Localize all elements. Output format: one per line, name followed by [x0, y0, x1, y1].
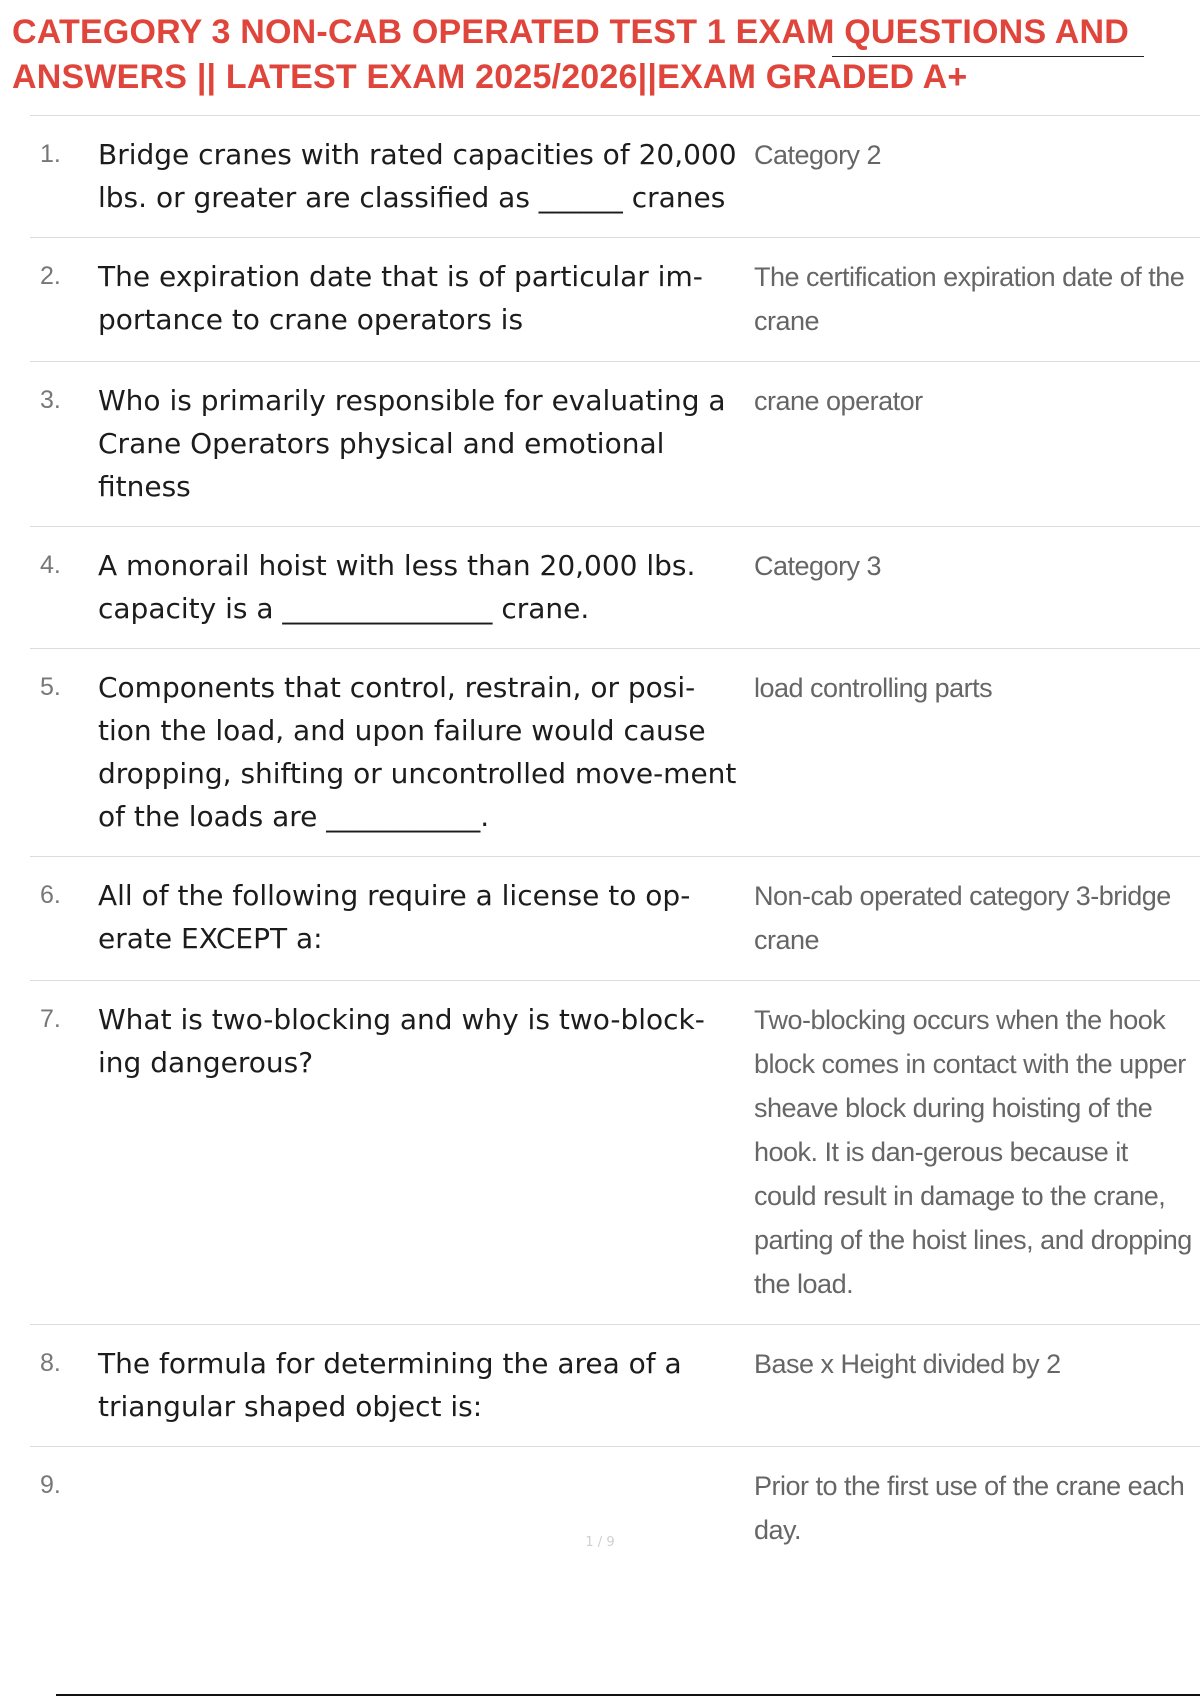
question-number: 1.: [40, 140, 61, 168]
question-number: 8.: [40, 1349, 61, 1377]
qa-item: [30, 856, 1200, 980]
qa-list: [30, 115, 1200, 1570]
question-text: What is two-blocking and why is two-block-ing dangerous?: [98, 1003, 705, 1079]
answer-text: Two-blocking occurs when the hook block comes in contact with the upper sheave block during hoisting of the hook. It is dan-gerous because it could result in damage to the crane, parting of the hoist lines, and dropping the load.: [754, 1005, 1192, 1299]
answer-text: Non-cab operated category 3-bridge crane: [754, 881, 1171, 955]
answer-text: Category 3: [754, 551, 882, 581]
question-text: Components that control, restrain, or posi-tion the load, and upon failure would cause dropping, shifting or uncontrolled move-ment of the loads are ___________.: [98, 671, 737, 833]
question-text: Who is primarily responsible for evaluating a Crane Operators physical and emotional fitness: [98, 384, 726, 503]
question-text: A monorail hoist with less than 20,000 lbs. capacity is a _______________ crane.: [98, 549, 696, 625]
answer-text: crane operator: [754, 386, 923, 416]
answer-text: load controlling parts: [754, 673, 993, 703]
question-number: 6.: [40, 881, 61, 909]
answer-text: Category 2: [754, 140, 882, 170]
question-number: 4.: [40, 551, 61, 579]
document-title: CATEGORY 3 NON-CAB OPERATED TEST 1 EXAM QUESTIONS AND ANSWERS || LATEST EXAM 2025/2026||EXAM GRADED A+: [12, 13, 1129, 96]
question-number: 9.: [40, 1471, 61, 1499]
answer-text: The certification expiration date of the crane: [754, 262, 1185, 336]
question-number: 2.: [40, 262, 61, 290]
answer-text: Base x Height divided by 2: [754, 1349, 1061, 1379]
answer-text: Prior to the first use of the crane each day.: [754, 1471, 1185, 1545]
page-number: 1 / 9: [585, 1535, 615, 1550]
qa-item: [30, 1324, 1200, 1446]
qa-item: [30, 115, 1200, 237]
qa-item: [30, 361, 1200, 526]
question-text: Bridge cranes with rated capacities of 20,000 lbs. or greater are classified as ______ cranes: [98, 138, 737, 214]
title-underline: [832, 56, 1144, 57]
qa-item: [30, 526, 1200, 648]
question-text: The expiration date that is of particular im-portance to crane operators is: [98, 260, 703, 336]
question-text: The formula for determining the area of a triangular shaped object is:: [98, 1347, 682, 1423]
question-number: 7.: [40, 1005, 61, 1033]
qa-item: [30, 237, 1200, 361]
bottom-divider: [56, 1694, 1200, 1696]
question-number: 3.: [40, 386, 61, 414]
qa-item: [30, 1446, 1200, 1570]
question-number: 5.: [40, 673, 61, 701]
question-text: All of the following require a license to op-erate EXCEPT a:: [98, 879, 691, 955]
qa-item: [30, 980, 1200, 1324]
qa-item: [30, 648, 1200, 856]
